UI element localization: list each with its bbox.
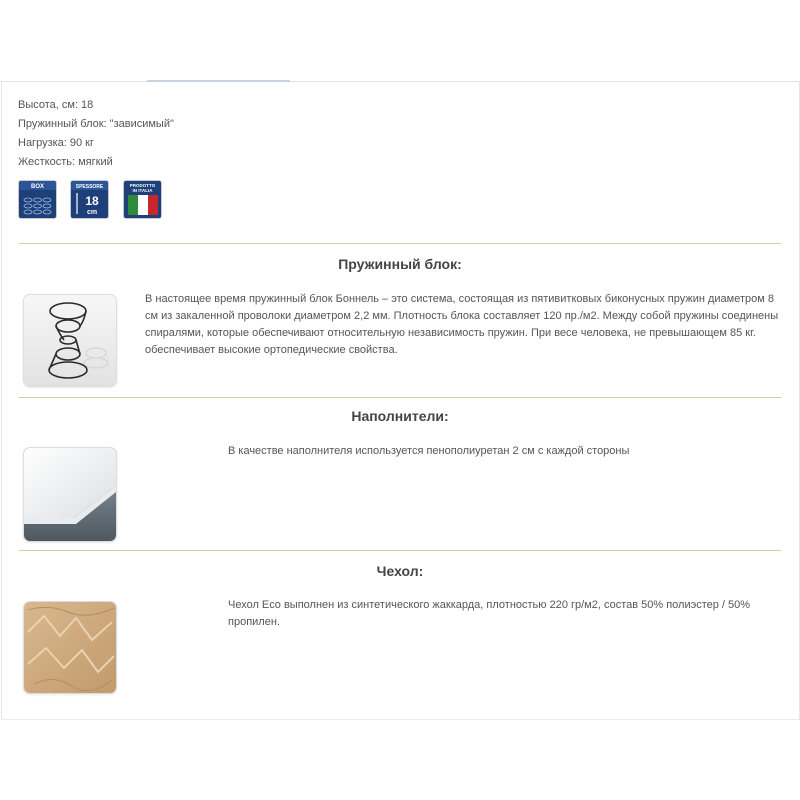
box-spring-badge-icon [19, 181, 56, 218]
spring-block-description: В настоящее время пружинный блок Боннель – это система, состоящая из пятивитковых биконусных пружин диаметром 8 см из закаленной проволоки диаметром 2,2 мм. Плотность блока составляет 120 пр./м2. Между собой пружины соединены спиралями, которые обеспечивают относительную независимость пружин. При весе человека, не превышающем 85 кг. обеспечивает высокие ортопедические свойства. [145, 293, 779, 356]
spec-height: Высота, см: 18 [18, 99, 94, 111]
section-title-cover: Чехол: [376, 563, 424, 579]
badge-italy-bottom: IN ITALIA [132, 188, 153, 193]
badge-thickness-value: 18 [85, 194, 99, 208]
spec-firmness: Жесткость: мягкий [18, 156, 113, 168]
divider [19, 243, 781, 244]
thickness-badge-icon [71, 181, 108, 218]
fabric-image [24, 602, 116, 693]
section-title-filling: Наполнители: [351, 408, 449, 424]
spec-list [18, 96, 174, 172]
section-title-spring-block: Пружинный блок: [338, 256, 462, 272]
foam-image [24, 448, 116, 541]
spec-spring-block: Пружинный блок: "зависимый" [18, 118, 174, 130]
active-tab-indicator [147, 80, 290, 82]
badge-italy-top: PRODOTTO [129, 183, 156, 188]
badge-thickness-unit: cm [86, 209, 98, 216]
filling-description: В качестве наполнителя используется пенополиуретан 2 см с каждой стороны [228, 445, 630, 457]
badge-box-label: BOX [30, 184, 45, 190]
made-in-italy-badge-icon [124, 181, 161, 218]
cover-description: Чехол Eco выполнен из синтетического жаккарда, плотностью 220 гр/м2, состав 50% полиэстер / 50% пропилен. [228, 599, 751, 628]
spec-load: Нагрузка: 90 кг [18, 137, 95, 149]
badge-thickness-label: SPESSORE [75, 184, 104, 190]
divider [19, 550, 781, 551]
spring-image [24, 295, 116, 386]
italy-flag-green [128, 195, 138, 215]
divider [19, 397, 781, 398]
